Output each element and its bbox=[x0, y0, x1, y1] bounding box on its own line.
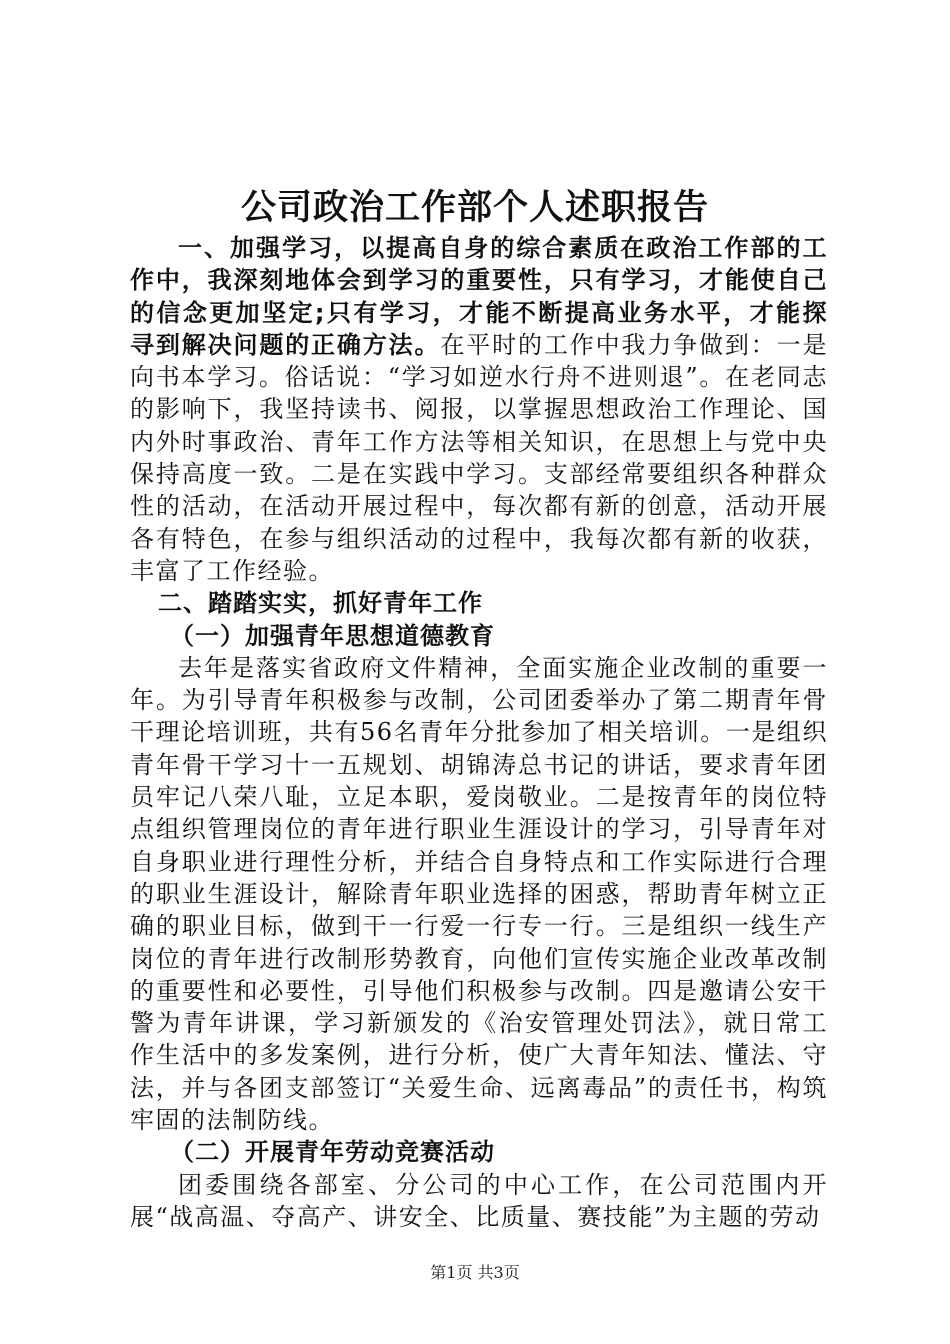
document-body bbox=[130, 232, 828, 1233]
section-1-bold-lead: 一、加强学习，以提高自身的综合素质在政治工作部的工作中，我深刻地体会到学习的重要性，只有学习，才能使自己的信念更加坚定;只有学习，才能不断提高业务水平，才能探寻到解决问题的正确方法。 bbox=[130, 234, 828, 359]
page-number-footer: 第1页 共3页 bbox=[430, 1263, 520, 1282]
subsection-1-heading: （一）加强青年思想道德教育 bbox=[170, 621, 495, 650]
section-1-paragraph bbox=[130, 232, 828, 587]
subsection-1-paragraph: 去年是落实省政府文件精神，全面实施企业改制的重要一年。为引导青年积极参与改制，公司团委举办了第二期青年骨干理论培训班，共有56名青年分批参加了相关培训。一是组织青年骨干学习十一五规划、胡锦涛总书记的讲话，要求青年团员牢记八荣八耻，立足本职，爱岗敬业。二是按青年的岗位特点组织管理岗位的青年进行职业生涯设计的学习，引导青年对自身职业进行理性分析，并结合自身特点和工作实际进行合理的职业生涯设计，解除青年职业选择的困惑，帮助青年树立正确的职业目标，做到干一行爱一行专一行。三是组织一线生产岗位的青年进行改制形势教育，向他们宣传实施企业改革改制的重要性和必要性，引导他们积极参与改制。四是邀请公安干警为青年讲课，学习新颁发的《治安管理处罚法》，就日常工作生活中的多发案例，进行分析，使广大青年知法、懂法、守法，并与各团支部签订“关爱生命、远离毒品”的责任书，构筑牢固的法制防线。 bbox=[130, 653, 828, 1135]
subsection-2-paragraph: 团委围绕各部室、分公司的中心工作，在公司范围内开展“战高温、夺高产、讲安全、比质量、赛技能”为主题的劳动 bbox=[130, 1170, 828, 1231]
section-1-text: 在平时的工作中我力争做到：一是向书本学习。俗话说：“学习如逆水行舟不进则退”。在老同志的影响下，我坚持读书、阅报，以掌握思想政治工作理论、国内外时事政治、青年工作方法等相关知识，在思想上与党中央保持高度一致。二是在实践中学习。支部经常要组织各种群众性的活动，在活动开展过程中，每次都有新的创意，活动开展各有特色，在参与组织活动的过程中，我每次都有新的收获，丰富了工作经验。 bbox=[130, 330, 829, 585]
subsection-2-heading: （二）开展青年劳动竞赛活动 bbox=[170, 1138, 495, 1167]
section-2-heading: 二、踏踏实实，抓好青年工作 bbox=[158, 589, 483, 618]
document-title: 公司政治工作部个人述职报告 bbox=[240, 188, 709, 228]
